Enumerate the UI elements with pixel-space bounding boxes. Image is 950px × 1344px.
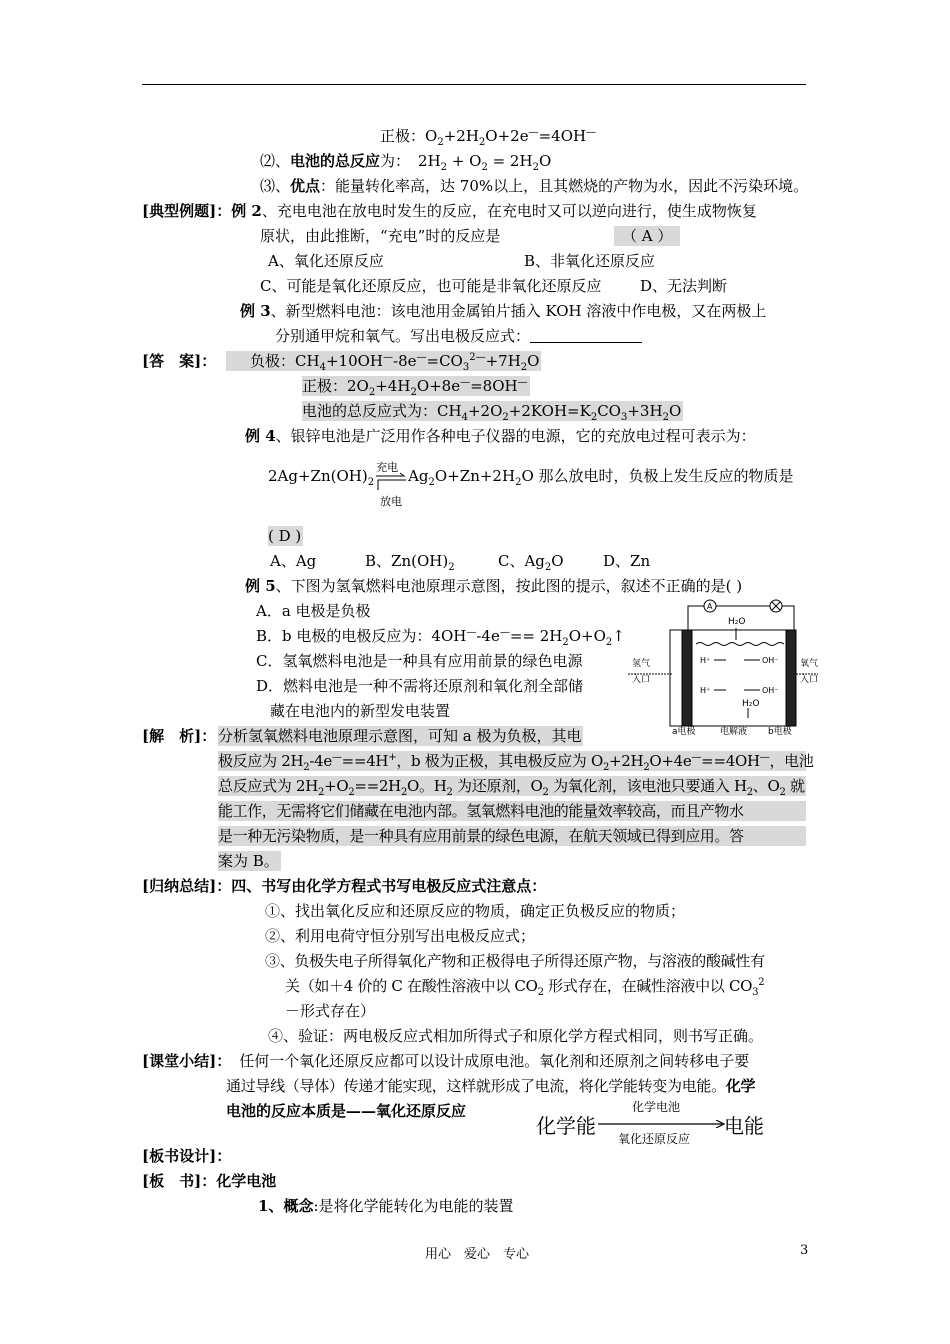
reversible-arrow: 充电 放电: [374, 466, 408, 486]
example4-option-a: A、Ag: [270, 552, 317, 570]
example2-option-c: C、可能是氧化还原反应，也可能是非氧化还原反应: [260, 277, 602, 295]
example5-option-b: B．b 电极的电极反应为：$4OH^—-4e^—== 2H_2O+O_2↑$: [256, 627, 625, 648]
summary-point-4: ④、验证：两电极反应式相加所得式子和原化学方程式相同，则书写正确。: [268, 1027, 764, 1045]
answer-blank: [530, 328, 642, 343]
oxygen-inlet-label-2: 入口: [800, 675, 819, 685]
board-item-1: 1、概念:是将化学能转化为电能的装置: [258, 1197, 514, 1215]
fuel-cell-diagram: [628, 594, 820, 736]
class-summary-line3: 电池的反应本质是——氧化还原反应: [226, 1102, 467, 1120]
electrolyte-label: 电解液: [720, 727, 748, 736]
hydrogen-inlet-label: 氢气: [632, 659, 651, 669]
example5-line1: 例 5、下图为氢氧燃料电池原理示意图，按此图的提示，叙述不正确的是( ): [245, 577, 743, 595]
oxygen-inlet-label: 氧气: [800, 659, 819, 669]
oh-label-1: OH⁻: [762, 656, 779, 665]
class-summary-line2: 通过导线（导体）传递才能实现，这样就形成了电流，将化学能转变为电能。化学: [226, 1077, 756, 1095]
example4-line1: 例 4、银锌电池是广泛用作各种电子仪器的电源，它的充放电过程可表示为：: [245, 427, 756, 445]
analysis-line1: 分析氢氧燃料电池原理示意图，可知 a 极为负极，其电: [218, 727, 582, 745]
analysis-line5: 是一种无污染物质，是一种具有应用前景的绿色电源，在航天领域已得到应用。答: [218, 826, 806, 846]
h2o-top-label: H₂O: [728, 617, 746, 627]
analysis-line6: 案为 B。: [218, 852, 279, 870]
example5-option-c: C．氢氧燃料电池是一种具有应用前景的绿色电源: [256, 652, 583, 670]
example4-option-c: C、$Ag_2O$: [498, 552, 564, 573]
summary-point-1: ①、找出氧化反应和还原反应的物质，确定正负极反应的物质；: [265, 902, 686, 920]
example2-option-d: D、无法判断: [640, 277, 728, 295]
h-plus-label-2: H⁺: [700, 686, 711, 695]
example2-option-b: B、非氧化还原反应: [524, 252, 656, 270]
flow-bottom-label: 氧化还原反应: [618, 1132, 691, 1146]
analysis-tag: [解 析]：: [142, 727, 217, 745]
advantage-line: ⑶、优点：能量转化率高，达 70%以上，且其燃烧的产物为水，因此不污染环境。: [260, 177, 809, 195]
analysis-line2: 极反应为 $2H_2-4e^—==4H^+$，b 极为正极，其电极反应为 $O_2+2H_2O+4e^—==4OH^—$，电池: [218, 752, 814, 773]
example5-option-a: A．a 电极是负极: [256, 602, 371, 620]
a-electrode-label: a电极: [672, 727, 696, 736]
ammeter-label: A: [707, 602, 713, 611]
example2-answer: （ A ）: [614, 226, 680, 246]
example4-option-d: D、Zn: [603, 552, 651, 570]
positive-electrode-line: 正极：$O_2+2H_2O+2e^—=4OH^—$: [380, 127, 597, 148]
page-number: 3: [800, 1243, 809, 1258]
example4-answer: ( D ): [268, 527, 302, 545]
summary-point-3-line1: ③、负极失电子所得氧化产物和正极得电子所得还原产物，与溶液的酸碱性有: [265, 952, 765, 970]
analysis-line3: 总反应式为 $2H_2+O_2==2H_2O$。$H_2$ 为还原剂，$O_2$ 为氧化剂，该电池只要通入 $H_2$、$O_2$ 就: [218, 777, 805, 798]
flow-arrow-icon: [598, 1120, 726, 1128]
board-heading: [板 书]：化学电池: [142, 1172, 277, 1190]
summary-point-3-line3: －形式存在）: [285, 1002, 376, 1020]
summary-heading: [归纳总结]：四、书写由化学方程式书写电极反应式注意点：: [142, 877, 547, 895]
example5-option-d-line1: D．燃料电池是一种不需将还原剂和氧化剂全部储: [256, 677, 584, 695]
flow-left-label: 化学能: [536, 1114, 596, 1138]
example2-option-a: A、氧化还原反应: [268, 252, 384, 270]
hydrogen-inlet-label-2: 入口: [632, 675, 651, 685]
b-electrode-label: b电极: [768, 727, 792, 736]
energy-flow: [536, 1096, 766, 1150]
oh-label-2: OH⁻: [762, 686, 779, 695]
example3-line2: 分别通甲烷和氧气。写出电极反应式：: [275, 326, 642, 346]
answer3-tag: [答 案]：: [142, 352, 217, 370]
example4-equation: $2Ag+Zn(OH)_2$ 充电 放电 $Ag_2O+Zn+2H_2O$ 那么放电时，负极上发生反应的物质是: [268, 461, 794, 508]
flow-top-label: 化学电池: [632, 1100, 681, 1114]
footer-motto: 用心 爱心 专心: [425, 1247, 530, 1262]
answer3-negative: 负极：$CH_4+10OH^—-8e^—=CO_3^{2—}+7H_2O$: [226, 351, 541, 371]
h2o-bottom-label: H₂O: [742, 699, 760, 709]
answer3-total: 电池的总反应式为：$CH_4+2O_2+2KOH=K_2CO_3+3H_2O$: [302, 402, 682, 423]
example4-option-b: B、$Zn(OH)_2$: [365, 552, 455, 573]
class-summary-line1: [课堂小结]： 任何一个氧化还原反应都可以设计成原电池。氧化剂和还原剂之间转移电子要: [142, 1052, 750, 1070]
h-plus-label-1: H⁺: [700, 656, 711, 665]
summary-point-2: ②、利用电荷守恒分别写出电极反应式；: [265, 927, 536, 945]
example2-line1: [典型例题]：例 2、充电电池在放电时发生的反应，在充电时又可以逆向进行，使生成物恢复: [142, 202, 757, 220]
header-rule: [142, 84, 806, 85]
example5-option-d-line2: 藏在电池内的新型发电装置: [270, 702, 451, 720]
summary-point-3-line2: 关（如＋4 价的 C 在酸性溶液中以 $CO_2$ 形式存在，在碱性溶液中以 $CO_3^2$: [285, 977, 765, 998]
flow-right-label: 电能: [724, 1114, 764, 1138]
answer3-positive: 正极：$2O_2+4H_2O+8e^—=8OH^—$: [302, 377, 528, 398]
analysis-line4: 能工作，无需将它们储藏在电池内部。氢氧燃料电池的能量效率较高，而且产物水: [218, 801, 806, 821]
total-reaction-line: ⑵、电池的总反应为： $2H_2 + O_2 = 2H_2O$: [260, 152, 552, 173]
example3-line1: 例 3、新型燃料电池：该电池用金属铂片插入 KOH 溶液中作电极，又在两极上: [240, 302, 767, 320]
board-design-heading: [板书设计]：: [142, 1147, 232, 1165]
example2-line2: 原状，由此推断，“充电”时的反应是: [260, 227, 501, 245]
